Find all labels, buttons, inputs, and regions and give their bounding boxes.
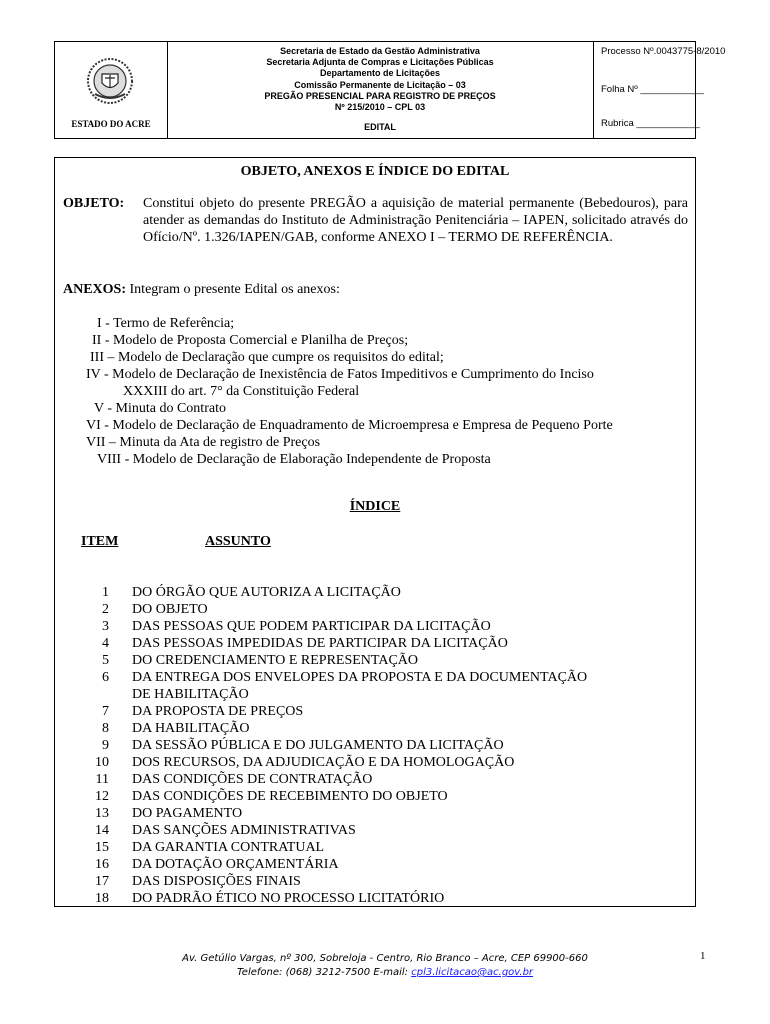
row-number: 15 bbox=[95, 840, 109, 855]
document-header bbox=[54, 41, 726, 139]
row-number: 5 bbox=[102, 653, 109, 668]
row-number: 9 bbox=[102, 738, 109, 753]
header-info bbox=[167, 42, 594, 138]
page-footer bbox=[100, 952, 670, 980]
footer-phone: Telefone: (068) 3212-7500 E-mail: bbox=[236, 967, 412, 978]
row-subject: DA HABILITAÇÃO bbox=[132, 721, 250, 736]
row-subject: DAS SANÇÕES ADMINISTRATIVAS bbox=[132, 823, 356, 838]
objeto-text: Constitui objeto do presente PREGÃO a aquisição de material permanente (Bebedouros), para atender as demandas do Instituto de Administração Penitenciária – IAPEN, solicitado através do Ofício/Nº. 1.326/IAPEN/GAB, conforme ANEXO I – TERMO DE REFERÊNCIA. bbox=[143, 196, 688, 245]
row-subject: DA ENTREGA DOS ENVELOPES DA PROPOSTA E DA DOCUMENTAÇÃO bbox=[132, 670, 588, 685]
row-subject: DE HABILITAÇÃO bbox=[132, 687, 249, 702]
row-subject: DA GARANTIA CONTRATUAL bbox=[132, 840, 325, 855]
header-line: Nº 215/2010 – CPL 03 bbox=[334, 102, 426, 113]
header-line: Comissão Permanente de Licitação – 03 bbox=[294, 79, 466, 90]
footer-address: Av. Getúlio Vargas, nº 300, Sobreloja - Centro, Rio Branco – Acre, CEP 69900-660 bbox=[182, 953, 588, 964]
header-line: Secretaria Adjunta de Compras e Licitações Públicas bbox=[266, 57, 494, 68]
row-number: 3 bbox=[102, 619, 109, 634]
row-subject: DA DOTAÇÃO ORÇAMENTÁRIA bbox=[132, 857, 339, 872]
list-item: II - Modelo de Proposta Comercial e Planilha de Preços; bbox=[92, 333, 409, 348]
list-item: VII – Minuta da Ata de registro de Preços bbox=[86, 435, 321, 450]
row-subject: DAS CONDIÇÕES DE CONTRATAÇÃO bbox=[132, 772, 373, 787]
row-subject: DO CREDENCIAMENTO E REPRESENTAÇÃO bbox=[132, 653, 419, 668]
row-subject: DAS DISPOSIÇÕES FINAIS bbox=[132, 874, 301, 889]
list-item: I - Termo de Referência; bbox=[97, 316, 235, 331]
coat-of-arms-icon bbox=[85, 56, 135, 106]
item-column-header: ITEM bbox=[81, 534, 119, 549]
row-number: 1 bbox=[102, 585, 109, 600]
list-item: V - Minuta do Contrato bbox=[94, 401, 226, 416]
row-number: 4 bbox=[102, 636, 109, 651]
process-info bbox=[593, 42, 726, 138]
row-number: 16 bbox=[95, 857, 109, 872]
header-line: PREGÃO PRESENCIAL PARA REGISTRO DE PREÇOS bbox=[264, 90, 496, 101]
row-subject: DO OBJETO bbox=[132, 602, 208, 617]
row-number: 18 bbox=[95, 891, 109, 906]
list-item: VIII - Modelo de Declaração de Elaboração Independente de Proposta bbox=[97, 452, 491, 467]
row-number: 11 bbox=[95, 772, 109, 787]
email-link[interactable]: cpl3.licitacao@ac.gov.br bbox=[411, 967, 534, 978]
header-line: Secretaria de Estado da Gestão Administrativa bbox=[280, 46, 480, 56]
row-number: 17 bbox=[95, 874, 109, 889]
section-title: OBJETO, ANEXOS E ÍNDICE DO EDITAL bbox=[240, 164, 510, 179]
row-number: 2 bbox=[102, 602, 109, 617]
edital-label: EDITAL bbox=[364, 122, 396, 132]
page-number: 1 bbox=[700, 950, 706, 962]
edital-body bbox=[54, 157, 696, 907]
list-item: VI - Modelo de Declaração de Enquadramento de Microempresa e Empresa de Pequeno Porte bbox=[86, 418, 613, 433]
row-subject: DO ÓRGÃO QUE AUTORIZA A LICITAÇÃO bbox=[132, 585, 401, 600]
row-number: 14 bbox=[95, 823, 109, 838]
row-number: 7 bbox=[102, 704, 109, 719]
row-subject: DOS RECURSOS, DA ADJUDICAÇÃO E DA HOMOLOGAÇÃO bbox=[132, 755, 515, 770]
logo-cell bbox=[55, 42, 168, 138]
anexos-intro: Integram o presente Edital os anexos: bbox=[129, 282, 340, 297]
rubrica-field: Rubrica ____________ bbox=[601, 118, 700, 129]
assunto-column-header: ASSUNTO bbox=[205, 534, 271, 549]
folha-field: Folha Nº ____________ bbox=[601, 84, 704, 95]
state-label: ESTADO DO ACRE bbox=[71, 119, 151, 129]
objeto-label: OBJETO: bbox=[63, 196, 125, 211]
row-subject: DAS CONDIÇÕES DE RECEBIMENTO DO OBJETO bbox=[132, 789, 448, 804]
row-number: 6 bbox=[102, 670, 109, 685]
row-number: 10 bbox=[95, 755, 109, 770]
row-subject: DAS PESSOAS QUE PODEM PARTICIPAR DA LICITAÇÃO bbox=[132, 619, 491, 634]
objeto-paragraph bbox=[63, 195, 688, 245]
row-number: 13 bbox=[95, 806, 109, 821]
row-subject: DA PROPOSTA DE PREÇOS bbox=[132, 704, 304, 719]
processo-number: Processo Nº.0043775-8/2010 bbox=[601, 46, 726, 57]
row-number: 8 bbox=[102, 721, 109, 736]
anexos-label: ANEXOS: bbox=[63, 282, 127, 297]
row-number: 12 bbox=[95, 789, 109, 804]
row-subject: DO PAGAMENTO bbox=[132, 806, 243, 821]
row-subject: DAS PESSOAS IMPEDIDAS DE PARTICIPAR DA LICITAÇÃO bbox=[132, 636, 508, 651]
list-item: IV - Modelo de Declaração de Inexistência de Fatos Impeditivos e Cumprimento do Inciso bbox=[86, 367, 594, 382]
list-item: XXXIII do art. 7° da Constituição Federal bbox=[123, 384, 360, 399]
footer-contact bbox=[100, 966, 670, 980]
anexos-paragraph bbox=[63, 281, 340, 298]
header-line: Departamento de Licitações bbox=[319, 68, 441, 79]
list-item: III – Modelo de Declaração que cumpre os requisitos do edital; bbox=[90, 350, 444, 365]
indice-title: ÍNDICE bbox=[349, 499, 401, 514]
row-subject: DO PADRÃO ÉTICO NO PROCESSO LICITATÓRIO bbox=[132, 891, 445, 906]
row-subject: DA SESSÃO PÚBLICA E DO JULGAMENTO DA LICITAÇÃO bbox=[132, 738, 504, 753]
